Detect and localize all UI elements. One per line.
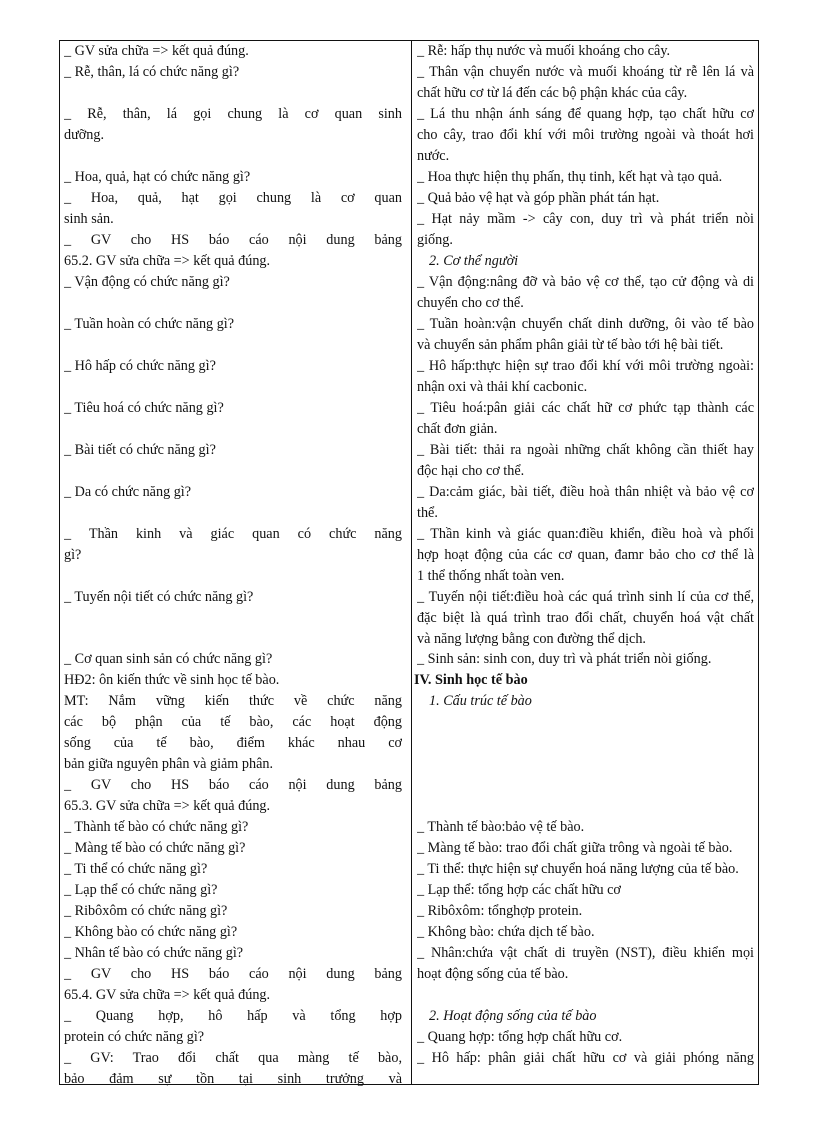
content-line: chuyển cho cơ thể. (417, 295, 524, 311)
content-line: _ Hoa thực hiện thụ phấn, thụ tinh, kết hạt và tạo quả. (417, 169, 723, 185)
content-line: _ Rễ: hấp thụ nước và muối khoáng cho cây. (417, 43, 671, 59)
content-line: _ Nhân:chứa vật chất di truyền (NST), điều khiển mọi (417, 945, 754, 961)
teacher-activity-line: _ Lạp thể có chức năng gì? (64, 882, 218, 898)
teacher-activity-line: 65.4. GV sửa chữa => kết quả đúng. (64, 987, 271, 1003)
content-line: 2. Hoạt động sống của tế bào (429, 1008, 597, 1024)
teacher-activity-line: _ Ribôxôm có chức năng gì? (64, 903, 228, 919)
teacher-activity-line: _ GV cho HS báo cáo nội dung bảng (64, 966, 402, 982)
teacher-activity-line: bảo đảm sự tồn tại sinh trưởng và (64, 1071, 402, 1087)
teacher-activity-line: _ Nhân tế bào có chức năng gì? (64, 945, 244, 961)
content-line: _ Hô hấp:thực hiện sự trao đổi khí với môi trường ngoài: (417, 358, 754, 374)
content-line: _ Ribôxôm: tổnghợp protein. (417, 903, 583, 919)
content-line: giống. (417, 232, 453, 248)
content-line: 2. Cơ thể người (429, 253, 519, 269)
column-divider (411, 41, 412, 1084)
teacher-activity-line: bản giữa nguyên phân và giảm phân. (64, 756, 274, 772)
content-line: hợp hoạt động của các cơ quan, đamr bảo cho cơ thể là (417, 547, 754, 563)
content-line: _ Tuần hoàn:vận chuyển chất dinh dưỡng, ôi vào tế bào (417, 316, 754, 332)
teacher-activity-line: _ Quang hợp, hô hấp và tổng hợp (64, 1008, 402, 1024)
teacher-activity-line: _ Bài tiết có chức năng gì? (64, 442, 216, 458)
teacher-activity-line: HĐ2: ôn kiến thức về sinh học tế bào. (64, 672, 280, 688)
content-line: _ Tuyến nội tiết:điều hoà các quá trình sinh lí của cơ thể, (417, 589, 754, 605)
teacher-activity-line: gì? (64, 547, 82, 563)
teacher-activity-line: dưỡng. (64, 127, 105, 143)
content-line: _ Thành tế bào:bảo vệ tế bào. (417, 819, 585, 835)
teacher-activity-line: _ Thần kinh và giác quan có chức năng (64, 526, 402, 542)
teacher-activity-line: _ Rễ, thân, lá gọi chung là cơ quan sinh (64, 106, 402, 122)
teacher-activity-line: _ Thành tế bào có chức năng gì? (64, 819, 249, 835)
teacher-activity-line: 65.3. GV sửa chữa => kết quả đúng. (64, 798, 271, 814)
content-line: độc hại cho cơ thể. (417, 463, 525, 479)
teacher-activity-line: _ Hoa, quả, hạt có chức năng gì? (64, 169, 251, 185)
content-line: đặc biệt là quá trình trao đổi chất, chuyển hoá vật chất (417, 610, 754, 626)
content-line: _ Sinh sản: sinh con, duy trì và phát triển nòi giống. (417, 651, 712, 667)
teacher-activity-line: _ Màng tế bào có chức năng gì? (64, 840, 246, 856)
content-line: 1 thể thống nhất toàn ven. (417, 568, 565, 584)
content-line: cho cây, trao đổi khí với môi trường ngoài và thoát hơi (417, 127, 754, 143)
teacher-activity-line: 65.2. GV sửa chữa => kết quả đúng. (64, 253, 271, 269)
teacher-activity-line: các bộ phận của tế bào, các hoạt động (64, 714, 402, 730)
teacher-activity-line: _ Tuần hoàn có chức năng gì? (64, 316, 235, 332)
content-line: _ Ti thể: thực hiện sự chuyển hoá năng lượng của tế bào. (417, 861, 739, 877)
teacher-activity-line: _ GV sửa chữa => kết quả đúng. (64, 43, 249, 59)
content-line: _ Hô hấp: phân giải chất hữu cơ và giải phóng năng (417, 1050, 754, 1066)
content-line: _ Màng tế bào: trao đổi chất giữa trông và ngoài tế bào. (417, 840, 733, 856)
teacher-activity-line: _ Rễ, thân, lá có chức năng gì? (64, 64, 240, 80)
content-line: và năng lượng bằng con đường thể dịch. (417, 631, 646, 647)
teacher-activity-line: _ GV: Trao đổi chất qua màng tế bào, (64, 1050, 402, 1066)
teacher-activity-line: _ Tiêu hoá có chức năng gì? (64, 400, 224, 416)
content-line: nhận oxi và thải khí cacbonic. (417, 379, 588, 395)
content-line: thể. (417, 505, 438, 521)
teacher-activity-line: _ Vận động có chức năng gì? (64, 274, 230, 290)
content-line: _ Không bào: chứa dịch tế bào. (417, 924, 595, 940)
content-line: _ Lá thu nhận ánh sáng để quang hợp, tạo chất hữu cơ (417, 106, 754, 122)
teacher-activity-line: _ Tuyến nội tiết có chức năng gì? (64, 589, 254, 605)
content-line: IV. Sinh học tế bào (414, 672, 528, 688)
content-line: nước. (417, 148, 450, 164)
lesson-table (59, 40, 759, 1085)
teacher-activity-line: sống của tế bào, điểm khác nhau cơ (64, 735, 402, 751)
content-line: _ Lạp thể: tổng hợp các chất hữu cơ (417, 882, 621, 898)
teacher-activity-line: _ GV cho HS báo cáo nội dung bảng (64, 232, 402, 248)
teacher-activity-line: _ Da có chức năng gì? (64, 484, 192, 500)
content-line: chất đơn giản. (417, 421, 498, 437)
teacher-activity-line: _ Hô hấp có chức năng gì? (64, 358, 216, 374)
content-line: 1. Cấu trúc tế bào (429, 693, 532, 709)
teacher-activity-line: _ Cơ quan sinh sản có chức năng gì? (64, 651, 273, 667)
teacher-activity-line: sinh sản. (64, 211, 114, 227)
content-line: và chuyển sản phẩm phân giải từ tế bào tới hệ bài tiết. (417, 337, 724, 353)
teacher-activity-line: protein có chức năng gì? (64, 1029, 205, 1045)
content-line: _ Tiêu hoá:pân giải các chất hữ cơ phức tạp thành các (417, 400, 754, 416)
content-line: _ Quả bảo vệ hạt và góp phần phát tán hạt. (417, 190, 660, 206)
content-line: _ Da:cảm giác, bài tiết, điều hoà thân nhiệt và bảo vệ cơ (417, 484, 754, 500)
content-line: _ Bài tiết: thải ra ngoài những chất không cần thiết hay (417, 442, 754, 458)
teacher-activity-line: _ Ti thể có chức năng gì? (64, 861, 208, 877)
teacher-activity-line: _ Không bào có chức năng gì? (64, 924, 238, 940)
content-line: hoạt động sống của tế bào. (417, 966, 569, 982)
teacher-activity-line: MT: Nắm vững kiến thức về chức năng (64, 693, 402, 709)
content-line: _ Quang hợp: tổng hợp chất hữu cơ. (417, 1029, 623, 1045)
content-line: chất hữu cơ từ lá đến các bộ phận khác của cây. (417, 85, 688, 101)
content-line: _ Thần kinh và giác quan:điều khiển, điều hoà và phối (417, 526, 754, 542)
content-line: _ Vận động:nâng đỡ và bảo vệ cơ thể, tạo cử động và di (417, 274, 754, 290)
teacher-activity-line: _ Hoa, quả, hạt gọi chung là cơ quan (64, 190, 402, 206)
teacher-activity-line: _ GV cho HS báo cáo nội dung bảng (64, 777, 402, 793)
content-line: _ Hạt nảy mầm -> cây con, duy trì và phát triển nòi (417, 211, 754, 227)
content-line: _ Thân vận chuyển nước và muối khoáng từ rễ lên lá và (417, 64, 754, 80)
